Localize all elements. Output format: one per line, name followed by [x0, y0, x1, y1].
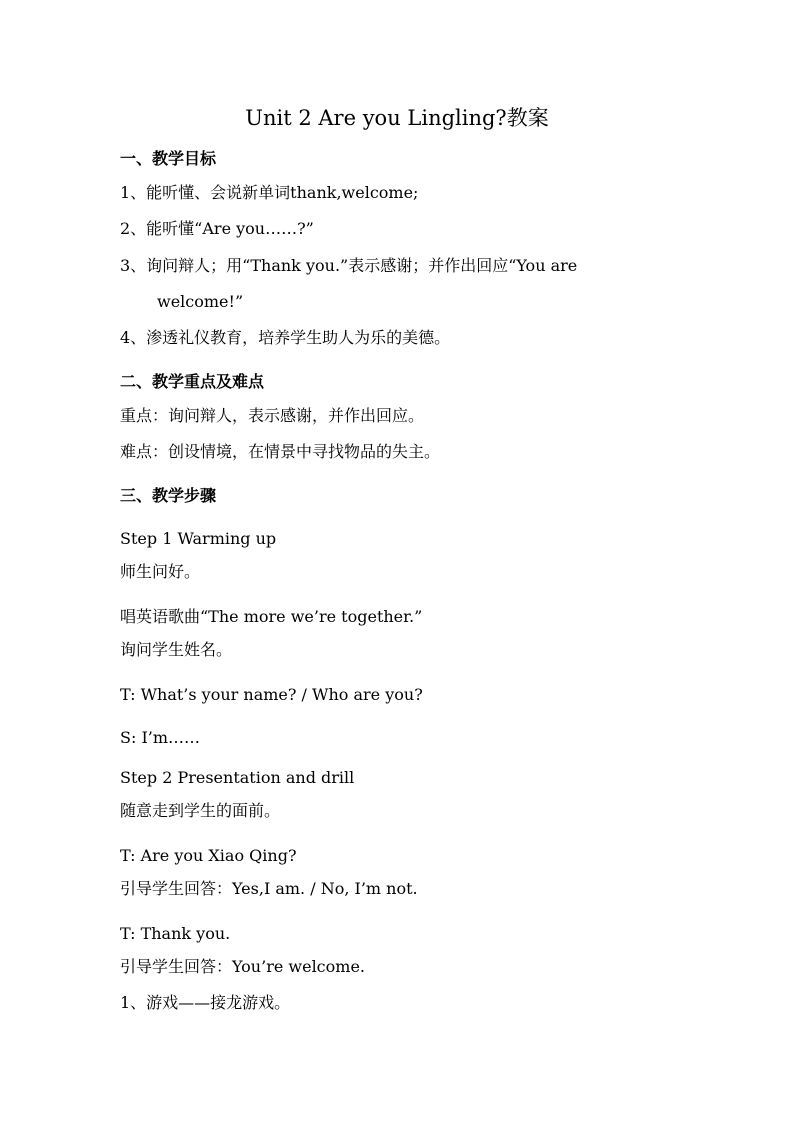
step-line: 师生问好。 — [120, 562, 201, 581]
section-heading-objectives: 一、教学目标 — [120, 149, 217, 168]
step-line: S: I’m…… — [120, 728, 201, 747]
document-title: Unit 2 Are you Lingling?教案 — [245, 106, 549, 130]
step-line: 询问学生姓名。 — [120, 640, 233, 659]
key-point-item: 重点：询问辩人，表示感谢，并作出回应。 — [120, 406, 425, 425]
step-line: T: Thank you. — [120, 924, 231, 943]
step-line: 随意走到学生的面前。 — [120, 801, 281, 820]
objective-item-continuation: welcome!” — [157, 292, 244, 311]
step-heading: Step 1 Warming up — [120, 529, 277, 548]
section-heading-steps: 三、教学步骤 — [120, 486, 217, 505]
step-line: 1、游戏——接龙游戏。 — [120, 993, 291, 1012]
step-heading: Step 2 Presentation and drill — [120, 768, 355, 787]
step-line: T: Are you Xiao Qing? — [120, 846, 297, 865]
objective-item: 2、能听懂“Are you……?” — [120, 219, 314, 238]
step-line: 引导学生回答：Yes,I am. / No, I’m not. — [120, 879, 418, 898]
step-line: T: What’s your name? / Who are you? — [120, 685, 423, 704]
step-line: 引导学生回答：You’re welcome. — [120, 957, 366, 976]
key-point-item: 难点：创设情境，在情景中寻找物品的失主。 — [120, 442, 441, 461]
section-heading-key-points: 二、教学重点及难点 — [120, 372, 265, 391]
objective-item: 4、渗透礼仪教育，培养学生助人为乐的美德。 — [120, 328, 451, 347]
step-line: 唱英语歌曲“The more we’re together.” — [120, 607, 423, 626]
objective-item: 1、能听懂、会说新单词thank,welcome; — [120, 183, 419, 202]
objective-item: 3、询问辩人；用“Thank you.”表示感谢；并作出回应“You are — [120, 256, 578, 275]
